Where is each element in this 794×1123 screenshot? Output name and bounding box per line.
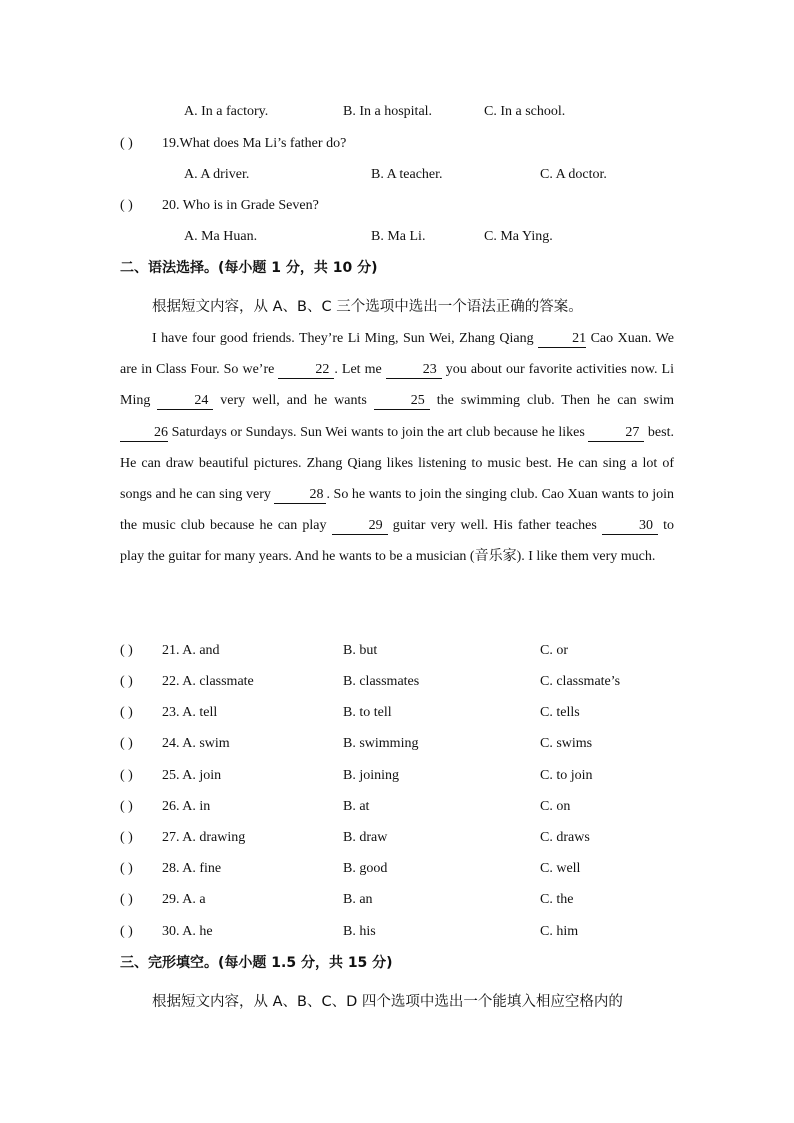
blank-29[interactable]: 29	[332, 518, 388, 535]
answer-paren[interactable]: ( )	[120, 768, 133, 783]
passage-text: . So he wants to join the singing club. Cao Xuan wants to join the music club because he can play	[120, 487, 674, 534]
q20-question: 20. Who is in Grade Seven?	[162, 198, 319, 213]
q20-answer-paren[interactable]: ( )	[120, 198, 133, 213]
answer-paren[interactable]: ( )	[120, 674, 133, 689]
passage-text: Cao Xuan. We are in Class Four. So we’re	[120, 331, 674, 378]
option-b: B. classmates	[343, 674, 420, 689]
blank-25[interactable]: 25	[374, 393, 430, 410]
option-b: B. draw	[343, 830, 388, 845]
passage-text: you about our favorite activities now. Li Ming	[120, 362, 674, 409]
passage-text: to play the guitar for many years. And he wants to be a musician (音乐家). I like them very much.	[120, 518, 675, 565]
section3-instruction: 根据短文内容，从 A、B、C、D 四个选项中选出一个能填入相应空格内的	[152, 994, 623, 1010]
q20-option-c: C. Ma Ying.	[484, 229, 553, 244]
blank-30[interactable]: 30	[602, 518, 658, 535]
option-b: B. his	[343, 924, 376, 939]
passage-text: guitar very well. His father teaches	[387, 518, 602, 534]
section2-passage	[120, 323, 674, 573]
answer-paren[interactable]: ( )	[120, 892, 133, 907]
option-b: B. joining	[343, 768, 400, 783]
option-c: C. on	[540, 799, 571, 814]
option-b: B. at	[343, 799, 370, 814]
answer-paren[interactable]: ( )	[120, 924, 133, 939]
option-a: 21. A. and	[162, 643, 220, 658]
answer-paren[interactable]: ( )	[120, 799, 133, 814]
passage-text: . Let me	[334, 362, 386, 378]
q19-question: 19.What does Ma Li’s father do?	[162, 136, 347, 151]
q19-answer-paren[interactable]: ( )	[120, 136, 133, 151]
q19-option-b: B. A teacher.	[371, 167, 443, 182]
option-b: B. to tell	[343, 705, 392, 720]
blank-26[interactable]: 26	[120, 425, 168, 442]
option-c: C. the	[540, 892, 574, 907]
option-a: 23. A. tell	[162, 705, 218, 720]
option-c: C. tells	[540, 705, 580, 720]
passage-text: very well, and he wants	[213, 393, 374, 409]
option-c: C. or	[540, 643, 568, 658]
option-a: 28. A. fine	[162, 861, 222, 876]
passage-text: I have four good friends. They’re Li Ming, Sun Wei, Zhang Qiang	[152, 331, 539, 346]
option-a: 30. A. he	[162, 924, 213, 939]
option-b: B. good	[343, 861, 388, 876]
section3-heading: 三、完形填空。(每小题 1.5 分，共 15 分)	[120, 955, 393, 971]
answer-paren[interactable]: ( )	[120, 861, 133, 876]
passage-text: the swimming club. Then he can swim	[429, 393, 674, 409]
option-a: 22. A. classmate	[162, 674, 254, 689]
option-c: C. to join	[540, 768, 593, 783]
blank-21[interactable]: 21	[538, 331, 586, 348]
option-a: 25. A. join	[162, 768, 222, 783]
section2-instruction: 根据短文内容，从 A、B、C 三个选项中选出一个语法正确的答案。	[152, 299, 583, 315]
q18-option-b: B. In a hospital.	[343, 104, 433, 119]
option-a: 29. A. a	[162, 892, 206, 907]
option-c: C. classmate’s	[540, 674, 621, 689]
answer-paren[interactable]: ( )	[120, 830, 133, 845]
passage-text: Saturdays or Sundays. Sun Wei wants to join the art club because he likes	[168, 424, 589, 440]
q20-option-a: A. Ma Huan.	[184, 229, 258, 244]
blank-23[interactable]: 23	[386, 362, 442, 379]
blank-24[interactable]: 24	[157, 393, 213, 410]
q18-option-a: A. In a factory.	[184, 104, 269, 119]
blank-22[interactable]: 22	[278, 362, 334, 379]
q19-option-c: C. A doctor.	[540, 167, 607, 182]
option-b: B. but	[343, 643, 378, 658]
option-a: 26. A. in	[162, 799, 211, 814]
q20-option-b: B. Ma Li.	[371, 229, 426, 244]
blank-28[interactable]: 28	[274, 487, 326, 504]
passage-text: best. He can draw beautiful pictures. Zhang Qiang likes listening to music best. He can sing a lot of songs and he can sing very	[120, 424, 674, 503]
option-b: B. swimming	[343, 736, 419, 751]
answer-paren[interactable]: ( )	[120, 705, 133, 720]
option-c: C. well	[540, 861, 581, 876]
option-a: 24. A. swim	[162, 736, 230, 751]
option-c: C. draws	[540, 830, 590, 845]
answer-paren[interactable]: ( )	[120, 643, 133, 658]
q18-option-c: C. In a school.	[484, 104, 566, 119]
answer-paren[interactable]: ( )	[120, 736, 133, 751]
option-a: 27. A. drawing	[162, 830, 246, 845]
option-b: B. an	[343, 892, 373, 907]
blank-27[interactable]: 27	[588, 425, 644, 442]
option-c: C. swims	[540, 736, 593, 751]
option-c: C. him	[540, 924, 579, 939]
q19-option-a: A. A driver.	[184, 167, 250, 182]
section2-heading: 二、语法选择。(每小题 1 分，共 10 分)	[120, 260, 378, 276]
